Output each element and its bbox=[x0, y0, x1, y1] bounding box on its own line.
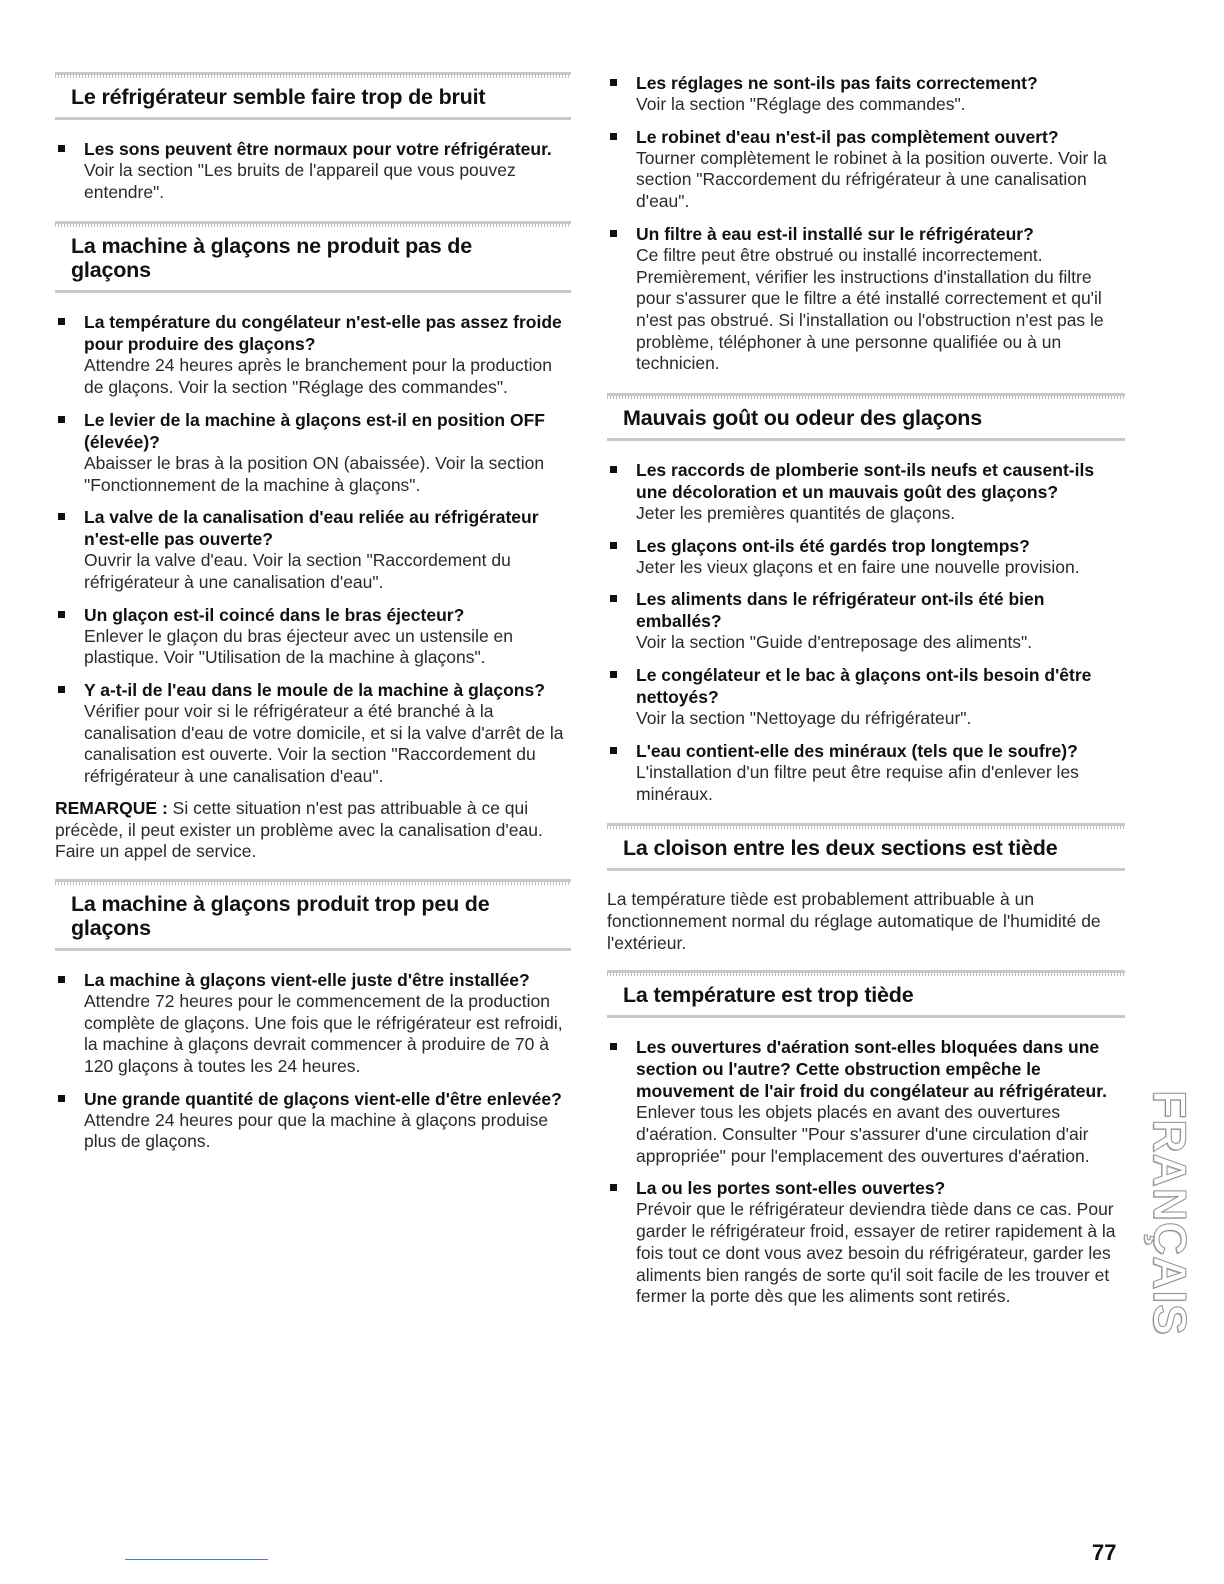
item-answer: Enlever tous les objets placés en avant des ouvertures d'aération. Consulter "Pour s'assurer d'une circulation d'air appropriée" pour l'emplacement des ouvertures d'aération. bbox=[636, 1102, 1090, 1166]
section-title: Le réfrigérateur semble faire trop de bruit bbox=[71, 85, 486, 109]
page-number: 77 bbox=[1092, 1540, 1117, 1565]
item-question: La ou les portes sont-elles ouvertes? bbox=[636, 1178, 946, 1199]
item-answer: Voir la section "Guide d'entreposage des aliments". bbox=[636, 632, 1033, 653]
list-item bbox=[607, 223, 1125, 375]
square-bullet-icon bbox=[610, 747, 617, 754]
item-answer: Vérifier pour voir si le réfrigérateur a été branché à la canalisation d'eau de votre domicile, et si la valve d'arrêt de la canalisation est ouverte. Voir la section "Raccordement du réfrigérateur à une canalisation d'eau". bbox=[84, 701, 564, 787]
item-question: Un filtre à eau est-il installé sur le réfrigérateur? bbox=[636, 223, 1034, 244]
item-question: Les glaçons ont-ils été gardés trop longtemps? bbox=[636, 535, 1030, 556]
square-bullet-icon bbox=[610, 542, 617, 549]
item-answer: L'installation d'un filtre peut être requise afin d'enlever les minéraux. bbox=[636, 761, 1079, 804]
section-header-icemaker-no-ice bbox=[55, 221, 571, 293]
item-question: Le levier de la machine à glaçons est-il en position OFF (élevée)? bbox=[84, 409, 545, 452]
item-question: Le robinet d'eau n'est-il pas complètement ouvert? bbox=[636, 126, 1059, 147]
item-question: Les ouvertures d'aération sont-elles bloquées dans une section ou l'autre? Cette obstruction empêche le mouvement de l'air froid du congélateur au réfrigérateur. bbox=[636, 1037, 1107, 1102]
list-item bbox=[607, 459, 1125, 525]
item-answer: Attendre 72 heures pour le commencement de la production complète de glaçons. Une fois que le réfrigérateur est refroidi, la machine à glaçons devrait commencer à produire de 70 à 120 glaçons à toutes les 24 heures. bbox=[84, 990, 563, 1077]
item-question: Les aliments dans le réfrigérateur ont-ils été bien emballés? bbox=[636, 589, 1045, 632]
square-bullet-icon bbox=[610, 466, 617, 473]
item-question: La température du congélateur n'est-elle pas assez froide pour produire des glaçons? bbox=[84, 312, 562, 355]
item-answer: Ouvrir la valve d'eau. Voir la section "Raccordement du réfrigérateur à une canalisation d'eau". bbox=[84, 550, 511, 592]
list-item bbox=[55, 506, 571, 593]
item-answer: Attendre 24 heures après le branchement pour la production de glaçons. Voir la section "Réglage des commandes". bbox=[84, 355, 552, 398]
square-bullet-icon bbox=[610, 133, 617, 140]
list-item bbox=[607, 1177, 1125, 1308]
item-answer: Ce filtre peut être obstrué ou installé incorrectement. Premièrement, vérifier les instructions d'installation du filtre pour s'assurer que le filtre a été installé correctement et qu'il n'est pas obstrué. Si l'installation ou l'obstruction n'est pas le problème, téléphoner à une personne qualifiée ou à un technicien. bbox=[636, 244, 1104, 374]
item-question: Les sons peuvent être normaux pour votre réfrigérateur. bbox=[84, 139, 552, 159]
list-item bbox=[607, 126, 1125, 213]
item-question: La machine à glaçons vient-elle juste d'être installée? bbox=[84, 969, 530, 990]
item-answer: Voir la section "Les bruits de l'appareil que vous pouvez entendre". bbox=[84, 160, 516, 202]
right-column bbox=[607, 72, 1125, 1318]
section-header-partition-warm bbox=[607, 823, 1125, 871]
item-question: La valve de la canalisation d'eau reliée au réfrigérateur n'est-elle pas ouverte? bbox=[84, 507, 539, 550]
item-answer: Jeter les vieux glaçons et en faire une nouvelle provision. bbox=[636, 556, 1080, 577]
item-answer: Voir la section "Nettoyage du réfrigérateur". bbox=[636, 708, 972, 729]
list-item bbox=[55, 138, 571, 203]
remark-note bbox=[55, 798, 571, 863]
item-answer: Enlever le glaçon du bras éjecteur avec un ustensile en plastique. Voir "Utilisation de la machine à glaçons". bbox=[84, 625, 514, 668]
square-bullet-icon bbox=[610, 230, 617, 237]
item-question: Les réglages ne sont-ils pas faits correctement? bbox=[636, 73, 1038, 93]
list-item bbox=[55, 311, 571, 398]
square-bullet-icon bbox=[58, 318, 65, 325]
square-bullet-icon bbox=[58, 1095, 65, 1102]
item-question: Y a-t-il de l'eau dans le moule de la machine à glaçons? bbox=[84, 680, 545, 701]
section-title: Mauvais goût ou odeur des glaçons bbox=[623, 406, 982, 431]
section-title: La machine à glaçons produit trop peu de glaçons bbox=[71, 891, 490, 940]
section-paragraph: La température tiède est probablement attribuable à un fonctionnement normal du réglage automatique de l'humidité de l'extérieur. bbox=[607, 889, 1101, 953]
square-bullet-icon bbox=[58, 976, 65, 983]
item-answer: Tourner complètement le robinet à la position ouverte. Voir la section "Raccordement du réfrigérateur à une canalisation d'eau". bbox=[636, 147, 1107, 212]
section-title: La cloison entre les deux sections est tiède bbox=[623, 836, 1058, 861]
item-question: Une grande quantité de glaçons vient-elle d'être enlevée? bbox=[84, 1088, 562, 1109]
left-column bbox=[55, 72, 571, 1163]
list-item bbox=[607, 664, 1125, 730]
list-item bbox=[607, 72, 1125, 116]
item-answer: Prévoir que le réfrigérateur deviendra tiède dans ce cas. Pour garder le réfrigérateur froid, essayer de retirer rapidement à la fois tout ce dont vous avez besoin du réfrigérateur, garder les aliments bien rangés de sorte qu'il soit facile de les trouver et fermer la porte dès que les aliments sont retirés. bbox=[636, 1199, 1116, 1307]
item-answer: Attendre 24 heures pour que la machine à glaçons produise plus de glaçons. bbox=[84, 1109, 549, 1152]
square-bullet-icon bbox=[610, 671, 617, 678]
list-item bbox=[55, 604, 571, 669]
list-item bbox=[55, 1088, 571, 1153]
language-side-tab bbox=[1144, 1078, 1197, 1348]
square-bullet-icon bbox=[58, 513, 65, 520]
list-item bbox=[607, 535, 1125, 579]
square-bullet-icon bbox=[58, 686, 65, 693]
item-answer: Jeter les premières quantités de glaçons. bbox=[636, 503, 956, 524]
list-item bbox=[55, 679, 571, 788]
section-title: La machine à glaçons ne produit pas de glaçons bbox=[71, 234, 472, 283]
language-tab-label: FRANÇAIS bbox=[1144, 1090, 1197, 1336]
square-bullet-icon bbox=[58, 611, 65, 618]
list-item bbox=[607, 1036, 1125, 1167]
list-item bbox=[55, 969, 571, 1078]
section-header-taste-odor bbox=[607, 393, 1125, 441]
remark-text: Si cette situation n'est pas attribuable à ce qui précède, il peut exister un problème avec la canalisation d'eau. Faire un appel de service. bbox=[55, 797, 543, 862]
list-item bbox=[607, 740, 1125, 805]
square-bullet-icon bbox=[58, 416, 65, 423]
item-answer: Voir la section "Réglage des commandes". bbox=[636, 94, 966, 114]
list-item bbox=[607, 588, 1125, 654]
section-title: La température est trop tiède bbox=[623, 983, 914, 1008]
section-header-too-warm bbox=[607, 970, 1125, 1018]
footer-rule bbox=[125, 1559, 268, 1560]
item-question: Un glaçon est-il coincé dans le bras éjecteur? bbox=[84, 604, 465, 625]
square-bullet-icon bbox=[610, 1043, 617, 1050]
item-question: Les raccords de plomberie sont-ils neufs et causent-ils une décoloration et un mauvais goût des glaçons? bbox=[636, 460, 1095, 503]
square-bullet-icon bbox=[610, 1184, 617, 1191]
item-question: L'eau contient-elle des minéraux (tels que le soufre)? bbox=[636, 740, 1078, 761]
square-bullet-icon bbox=[610, 595, 617, 602]
list-item bbox=[55, 409, 571, 496]
item-question: Le congélateur et le bac à glaçons ont-ils besoin d'être nettoyés? bbox=[636, 665, 1092, 708]
remark-label: REMARQUE : bbox=[55, 797, 168, 818]
section-header-noise bbox=[55, 72, 571, 120]
square-bullet-icon bbox=[58, 145, 65, 152]
square-bullet-icon bbox=[610, 79, 617, 86]
item-answer: Abaisser le bras à la position ON (abaissée). Voir la section "Fonctionnement de la machine à glaçons". bbox=[84, 452, 545, 495]
section-header-icemaker-too-little bbox=[55, 879, 571, 951]
